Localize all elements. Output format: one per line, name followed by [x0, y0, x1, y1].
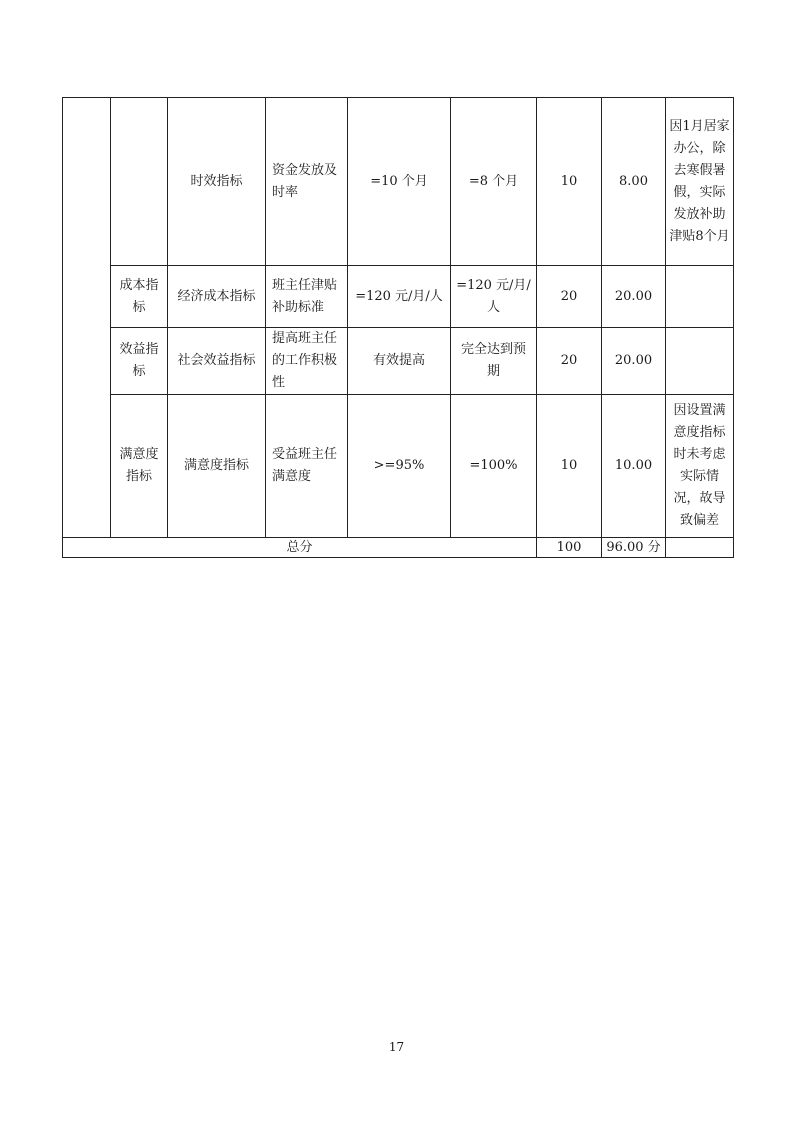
level2-cell: 经济成本指标	[168, 266, 266, 328]
target-cell: >=95%	[348, 395, 451, 538]
level2-cell: 社会效益指标	[168, 328, 266, 395]
level2-cell: 满意度指标	[168, 395, 266, 538]
table-row	[63, 328, 734, 395]
weight-cell: 10	[537, 395, 602, 538]
remark-cell	[666, 328, 734, 395]
score-cell: 8.00	[602, 98, 666, 266]
project-category-cell	[63, 98, 111, 538]
indicator-cell: 受益班主任满意度	[266, 395, 348, 538]
weight-cell: 20	[537, 328, 602, 395]
level1-cell: 效益指标	[111, 328, 168, 395]
level1-cell	[111, 98, 168, 266]
table-row	[63, 98, 734, 266]
indicator-cell: 提高班主任的工作积极性	[266, 328, 348, 395]
total-weight-cell: 100	[537, 538, 602, 558]
target-cell: =120 元/月/人	[348, 266, 451, 328]
page-number: 17	[388, 1040, 405, 1054]
target-cell: 有效提高	[348, 328, 451, 395]
actual-cell: 完全达到预期	[451, 328, 537, 395]
level1-cell: 成本指标	[111, 266, 168, 328]
indicator-cell: 班主任津贴补助标准	[266, 266, 348, 328]
actual-cell: =120 元/月/人	[451, 266, 537, 328]
remark-cell: 因设置满意度指标时未考虑实际情况，故导致偏差	[666, 395, 734, 538]
table-row	[63, 266, 734, 328]
level1-cell: 满意度指标	[111, 395, 168, 538]
total-row	[63, 538, 734, 558]
score-cell: 10.00	[602, 395, 666, 538]
total-remark-cell	[666, 538, 734, 558]
actual-cell: =100%	[451, 395, 537, 538]
target-cell: =10 个月	[348, 98, 451, 266]
score-cell: 20.00	[602, 328, 666, 395]
total-label-cell: 总分	[63, 538, 537, 558]
remark-cell	[666, 266, 734, 328]
weight-cell: 10	[537, 98, 602, 266]
actual-cell: =8 个月	[451, 98, 537, 266]
weight-cell: 20	[537, 266, 602, 328]
total-score-cell: 96.00 分	[602, 538, 666, 558]
score-cell: 20.00	[602, 266, 666, 328]
performance-table	[62, 97, 734, 558]
table-row	[63, 395, 734, 538]
level2-cell: 时效指标	[168, 98, 266, 266]
indicator-cell: 资金发放及时率	[266, 98, 348, 266]
remark-cell: 因1月居家办公，除去寒假暑假，实际发放补助津贴8个月	[666, 98, 734, 266]
